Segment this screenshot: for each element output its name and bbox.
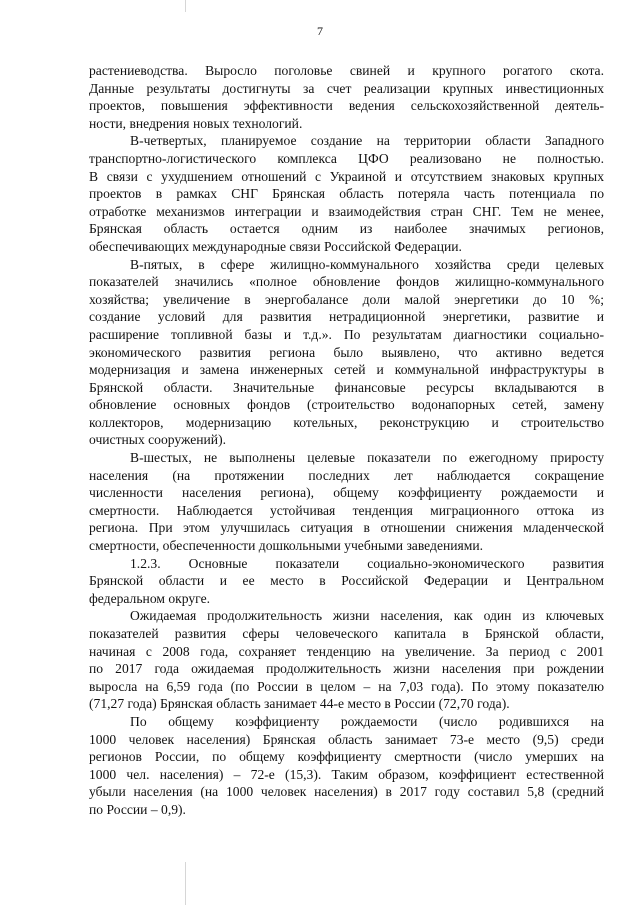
text-line: В-четвертых, планируемое создание на территории области Западного bbox=[130, 133, 604, 149]
text-line: Брянская область остается одним из наиболее значимых регионов, bbox=[89, 221, 604, 237]
text-line: Ожидаемая продолжительность жизни населения, как один из ключевых bbox=[130, 608, 604, 624]
text-line: транспортно-логистического комплекса ЦФО реализовано не полностью. bbox=[89, 150, 604, 166]
paragraph bbox=[89, 132, 604, 255]
text-line: регионов России, по общему коэффициенту смертности (число умерших на bbox=[89, 749, 604, 765]
text-line: создание условий для развития нетрадиционной энергетики, развитие и bbox=[89, 309, 604, 325]
text-line: 1000 человек населения) Брянская область занимает 73-е место (9,5) среди bbox=[89, 731, 604, 747]
text-line: численности населения региона), общему коэффициенту рождаемости и bbox=[89, 485, 604, 501]
text-line: смертности. Наблюдается устойчивая тенденция миграционного оттока из bbox=[89, 502, 604, 518]
text-line: показателей значились «полное обновление фондов жилищно-коммунального bbox=[89, 274, 604, 290]
paragraph bbox=[89, 713, 604, 819]
text-line: 1.2.3. Основные показатели социально-экономического развития bbox=[130, 555, 604, 571]
text-line: В-пятых, в сфере жилищно-коммунального хозяйства среди целевых bbox=[130, 256, 604, 272]
text-line: Данные результаты достигнуты за счет реализации крупных инвестиционных bbox=[89, 80, 604, 96]
text-line: выросла на 6,59 года (по России в целом – на 7,03 года). По этому показателю bbox=[89, 678, 604, 694]
text-line: очистных сооружений). bbox=[89, 432, 226, 448]
text-line: проектов в рамках СНГ Брянская область потеряла часть потенциала по bbox=[89, 186, 604, 202]
scan-artifact-top bbox=[185, 0, 186, 12]
text-line: коллекторов, модернизацию котельных, реконструкцию и строительство bbox=[89, 414, 604, 430]
text-line: убыли населения (на 1000 человек населения) в 2017 году составил 5,8 (средний bbox=[89, 784, 604, 800]
paragraph bbox=[89, 62, 604, 132]
text-line: ности, внедрения новых технологий. bbox=[89, 115, 303, 131]
paragraph bbox=[89, 449, 604, 555]
text-line: населения (на протяжении последних лет наблюдается сокращение bbox=[89, 467, 604, 483]
text-line: растениеводства. Выросло поголовье свиней и крупного рогатого скота. bbox=[89, 63, 604, 78]
paragraph bbox=[89, 256, 604, 450]
text-line: (71,27 года) Брянская область занимает 44-е место в России (72,70 года). bbox=[89, 696, 510, 712]
paragraph bbox=[89, 607, 604, 713]
page-number: 7 bbox=[317, 24, 323, 38]
text-line: Брянской области и ее место в Российской Федерации и Центральном bbox=[89, 573, 604, 589]
text-line: обновление основных фондов (строительство водонапорных сетей, замену bbox=[89, 397, 604, 413]
text-line: обеспечивающих международные связи Российской Федерации. bbox=[89, 238, 462, 254]
text-line: по России – 0,9). bbox=[89, 801, 186, 817]
text-line: 1000 чел. населения) – 72-е (15,3). Таким образом, коэффициент естественной bbox=[89, 766, 604, 782]
text-line: региона. При этом улучшилась ситуация в отношении снижения младенческой bbox=[89, 520, 604, 536]
text-line: модернизация и замена инженерных сетей и коммунальной инфраструктуры в bbox=[89, 362, 604, 378]
text-line: В-шестых, не выполнены целевые показатели по ежегодному приросту bbox=[130, 450, 604, 466]
text-line: экономического развития региона было выявлено, что активно ведется bbox=[89, 344, 604, 360]
text-line: по 2017 года ожидаемая продолжительность жизни населения при рождении bbox=[89, 661, 604, 677]
document-body bbox=[89, 62, 604, 819]
text-line: федеральном округе. bbox=[89, 590, 211, 606]
text-line: В связи с ухудшением отношений с Украиной и отсутствием знаковых крупных bbox=[89, 168, 604, 184]
text-line: хозяйства; увеличение в энергобалансе доли малой энергетики до 10 %; bbox=[89, 291, 604, 307]
text-line: показателей развития сферы человеческого капитала в Брянской области, bbox=[89, 626, 604, 641]
text-line: отработке механизмов интеграции и взаимодействия стран СНГ. Тем не менее, bbox=[89, 203, 604, 219]
scan-artifact-bottom bbox=[185, 862, 186, 905]
text-line: проектов, повышения эффективности ведения сельскохозяйственной деятель- bbox=[89, 98, 604, 114]
text-line: расширение топливной базы и т.д.». По результатам диагностики социально- bbox=[89, 326, 604, 342]
text-line: начиная с 2008 года, сохраняет тенденцию на увеличение. За период с 2001 bbox=[89, 643, 604, 659]
paragraph bbox=[89, 555, 604, 608]
text-line: смертности, обеспеченности дошкольными учебными заведениями. bbox=[89, 538, 484, 554]
text-line: Брянской области. Значительные финансовые ресурсы вкладываются в bbox=[89, 379, 604, 395]
text-line: По общему коэффициенту рождаемости (число родившихся на bbox=[130, 713, 604, 729]
